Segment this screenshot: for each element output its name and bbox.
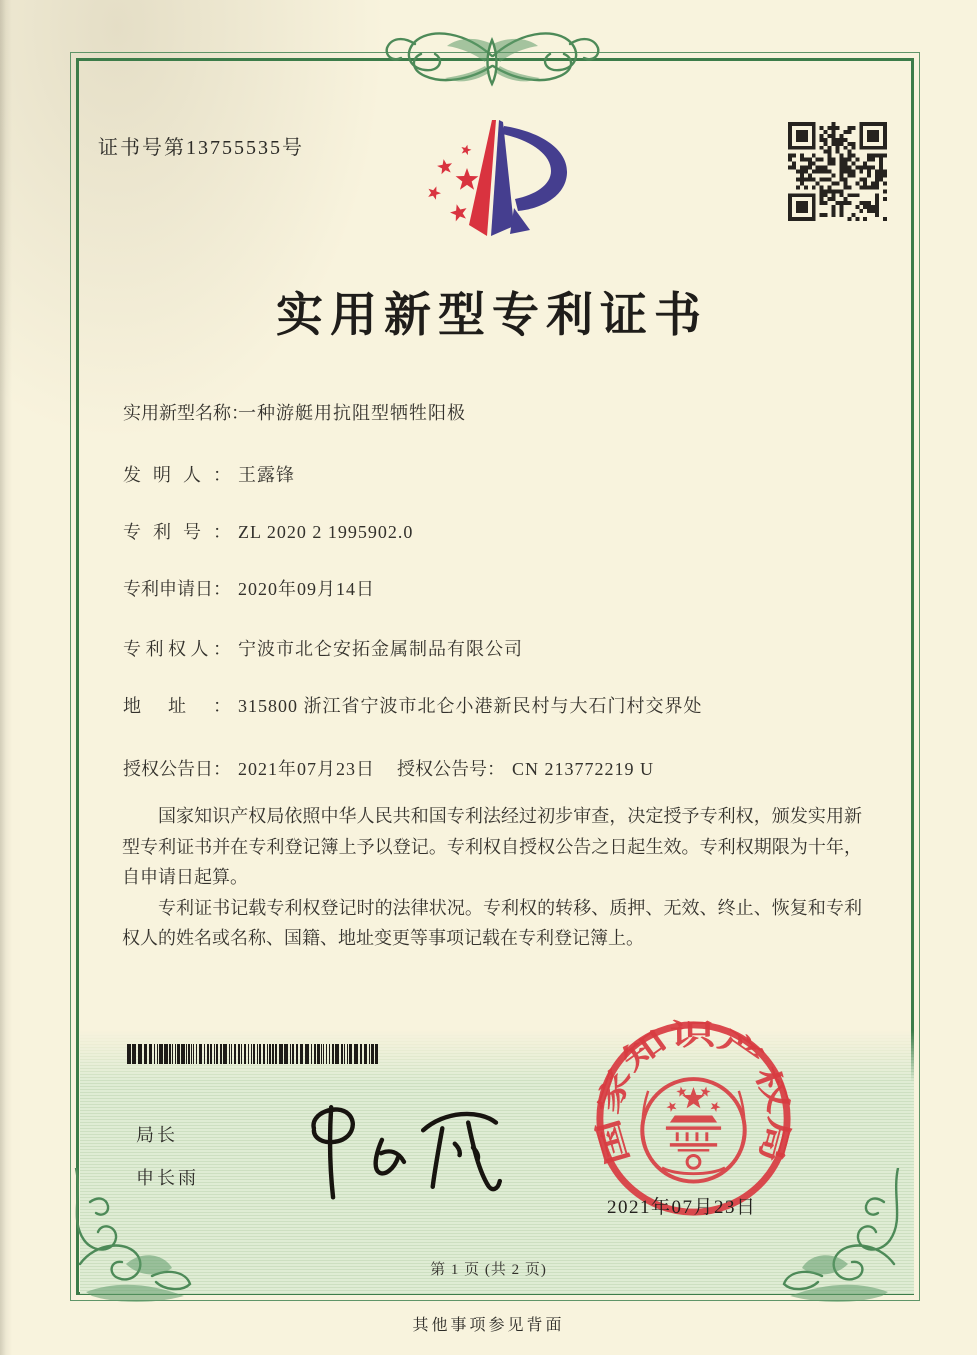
field-label: 授权公告号： xyxy=(397,759,505,779)
field-value: 2020年09月14日 xyxy=(238,579,375,599)
seal-text: 国家知识产权局 xyxy=(591,1018,796,1169)
legal-paragraph: 国家知识产权局依照中华人民共和国专利法经过初步审查，决定授予专利权，颁发实用新型专利证书并在专利登记簿上予以登记。专利权自授权公告之日起生效。专利权期限为十年，自申请日起算。 xyxy=(122,806,862,887)
back-side-note: 其他事项参见背面 xyxy=(412,1317,565,1334)
field-value: 王露锋 xyxy=(238,465,295,485)
certificate-title: 实用新型专利证书 xyxy=(276,290,708,342)
director-name: 申长雨 xyxy=(136,1168,199,1188)
field-row xyxy=(123,635,523,661)
field-row xyxy=(123,461,295,487)
legal-text xyxy=(122,801,862,954)
grant-row xyxy=(123,755,655,781)
page-number: 第 1 页 (共 2 页) xyxy=(430,1262,547,1278)
field-row xyxy=(123,692,703,718)
director-title: 局长 xyxy=(136,1125,178,1145)
field-label: 发明人： xyxy=(123,465,231,485)
qr-code-icon xyxy=(788,122,887,221)
certificate-number: 证书号第13755535号 xyxy=(98,137,304,159)
field-label: 地址： xyxy=(123,696,231,716)
field-value: 2021年07月23日 xyxy=(238,759,375,779)
field-row xyxy=(123,518,413,544)
field-label: 专利号： xyxy=(123,522,231,542)
field-label: 授权公告日： xyxy=(123,759,231,779)
field-label: 实用新型名称： xyxy=(123,403,249,423)
field-value: 宁波市北仑安拓金属制品有限公司 xyxy=(238,639,523,659)
field-row xyxy=(123,575,375,601)
field-label: 专利申请日： xyxy=(123,579,231,599)
border-flourish-top-icon xyxy=(355,14,630,99)
field-label: 专利权人： xyxy=(123,639,231,659)
seal-date: 2021年07月23日 xyxy=(607,1197,757,1218)
cnipa-logo-icon xyxy=(414,110,580,250)
field-value: CN 213772219 U xyxy=(512,759,655,779)
director-signature-icon xyxy=(286,1090,521,1205)
field-value: 一种游艇用抗阻型牺牲阳极 xyxy=(238,403,466,423)
official-seal-icon xyxy=(591,1016,796,1221)
legal-paragraph: 专利证书记载专利权登记时的法律状况。专利权的转移、质押、无效、终止、恢复和专利权人的姓名或名称、国籍、地址变更等事项记载在专利登记簿上。 xyxy=(122,897,862,948)
barcode-icon xyxy=(127,1044,381,1064)
field-row xyxy=(123,399,466,425)
field-value: 315800 浙江省宁波市北仑小港新民村与大石门村交界处 xyxy=(238,696,703,716)
field-value: ZL 2020 2 1995902.0 xyxy=(238,522,414,542)
